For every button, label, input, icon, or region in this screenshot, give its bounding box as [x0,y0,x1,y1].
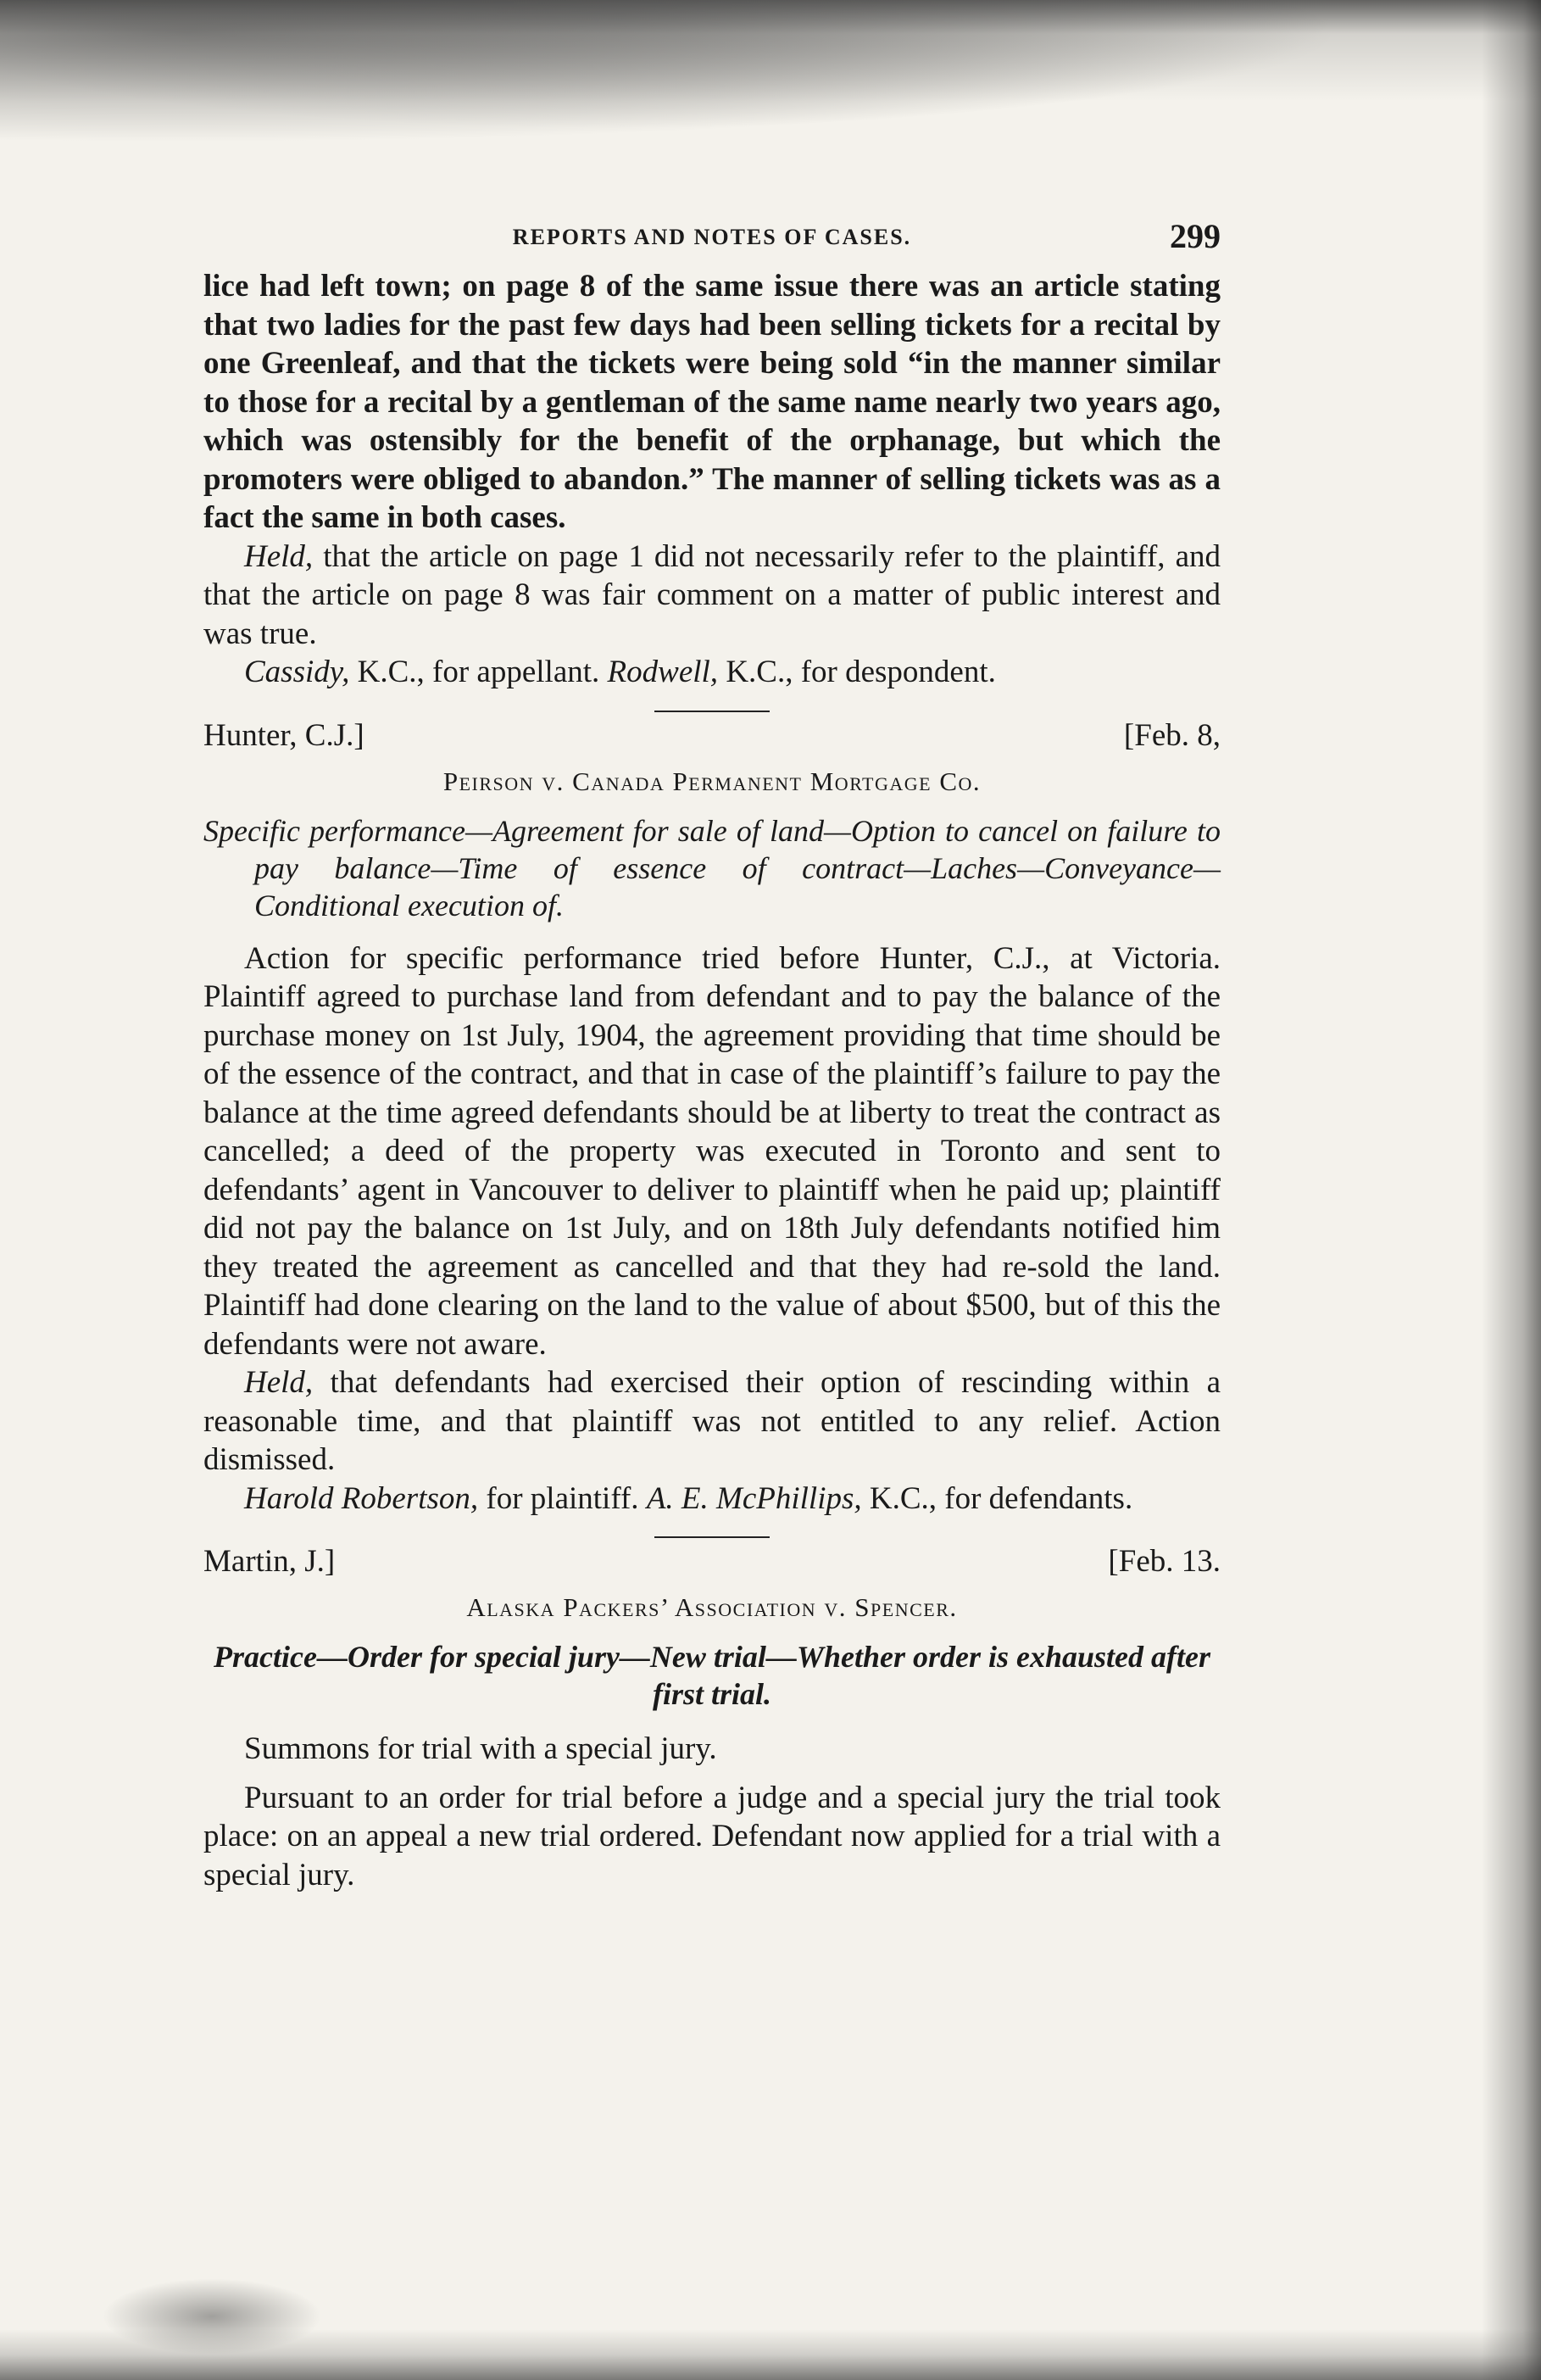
counsel-defendant-name: A. E. McPhillips, [646,1480,862,1516]
document-page [203,216,1221,1894]
case1-counsel [203,653,1221,692]
case2-headnote: Specific performance—Agreement for sale of land—Option to cancel on failure to pay balance—Time of essence of contract—Laches—Conveyance—Conditional execution of. [203,813,1221,922]
case2-date: [Feb. 8, [1123,717,1221,753]
case2-holding [203,1363,1221,1480]
case1-facts: lice had left town; on page 8 of the same issue there was an article stating that two ladies for the past few days had been selling tickets for a recital by one Greenleaf, and that the tickets were being sold “in the manner similar to those for a recital by a gentleman of the same name nearly two years ago, which was ostensibly for the benefit of the orphanage, but which the promoters were obliged to abandon.” The manner of selling tickets was as a fact the same in both cases. [203,269,1221,535]
held-label: Held, [244,538,314,574]
case1-holding [203,538,1221,654]
case3-date: [Feb. 13. [1108,1544,1221,1579]
section-divider [654,1536,770,1538]
running-head [203,216,1221,267]
counsel-respondent-role: K.C., for despondent. [718,655,996,689]
case3-judge: Martin, J.] [203,1544,336,1579]
case2-title: Peirson v. Canada Permanent Mortgage Co. [442,766,982,796]
counsel-plaintiff-name: Harold Robertson, [244,1480,479,1516]
case2-body: Action for specific performance tried before Hunter, C.J., at Victoria. Plaintiff agreed to purchase land from defendant and to pay the balance of the purchase money on 1st July, 1904, the agreement providing that time should be of the essence of the contract, and that in case of the plaintiff’s failure to pay the balance at the time agreed defendants should be at liberty to treat the contract as cancelled; a deed of the property was executed in Toronto and sent to defendants’ agent in Vancouver to deliver to plaintiff when he paid up; plaintiff did not pay the balance on 1st July, and on 18th July defendants notified him they treated the agreement as cancelled and that they had re-sold the land. Plaintiff had done clearing on the land to the value of about $500, but of this the defendants were not aware. [203,940,1221,1362]
case2-court-line [203,717,1221,761]
case3-para1: Summons for trial with a special jury. [244,1731,717,1766]
case3-para2: Pursuant to an order for trial before a judge and a special jury the trial took place: on an appeal a new trial ordered. Defendant now applied for a trial with a special jury. [203,1780,1221,1892]
running-title: REPORTS AND NOTES OF CASES. [512,225,912,249]
case2-counsel [203,1480,1221,1519]
case3-title: Alaska Packers’ Association v. Spencer. [466,1592,958,1622]
scan-edge-shading-top [0,0,1541,161]
section-divider [654,711,770,712]
case3-headnote: Practice—Order for special jury—New trial—Whether order is exhausted after first trial. [214,1640,1210,1711]
counsel-defendant-role: K.C., for defendants. [861,1480,1133,1516]
case3-court-line [203,1543,1221,1587]
page-number: 299 [1170,217,1221,255]
case2-holding-text: that defendants had exercised their option of rescinding within a reasonable time, and that plaintiff was not entitled to any relief. Action dismissed. [203,1365,1221,1477]
counsel-respondent-name: Rodwell, [607,655,719,689]
held-label: Held, [244,1365,314,1400]
case1-holding-text: that the article on page 1 did not necessarily refer to the plaintiff, and that the article on page 8 was fair comment on a matter of public interest and was true. [203,538,1221,651]
counsel-plaintiff-role: for plaintiff. [478,1480,647,1516]
scan-smudge [102,2278,322,2355]
case2-judge: Hunter, C.J.] [203,717,364,753]
scan-edge-shading-right [1482,0,1541,2380]
counsel-appellant-name: Cassidy, [244,655,350,689]
counsel-appellant-role: K.C., for appellant. [349,655,608,689]
